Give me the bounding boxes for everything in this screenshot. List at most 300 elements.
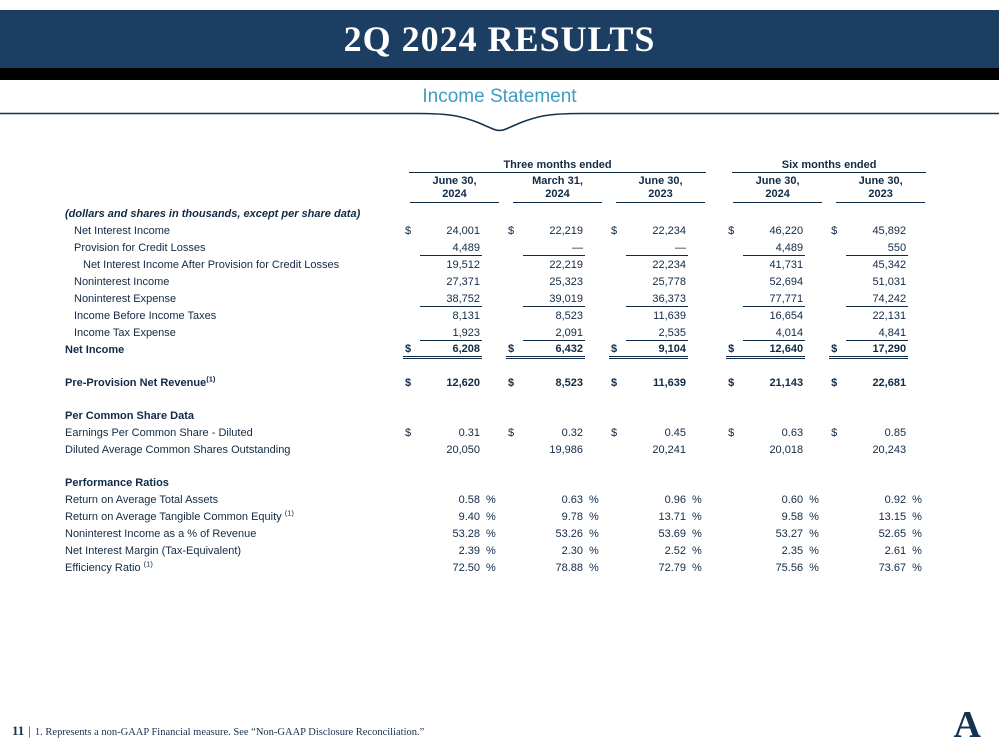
cell-value: 22,681 xyxy=(872,377,907,389)
cell-value: 39,019 xyxy=(523,289,585,306)
cell-percent: % xyxy=(809,545,819,557)
cell-dollar xyxy=(506,289,523,306)
cell-value xyxy=(743,406,805,423)
cell-percent xyxy=(585,255,609,272)
row-label: Per Common Share Data xyxy=(65,410,194,422)
spacer-cell xyxy=(63,357,932,373)
cell-percent xyxy=(805,406,829,423)
column-gap xyxy=(712,473,726,490)
cell-value: 0.31 xyxy=(458,427,480,439)
cell-dollar xyxy=(403,289,420,306)
cell-percent xyxy=(688,406,712,423)
cell-dollar: $ xyxy=(611,225,618,237)
cell-dollar xyxy=(829,406,846,423)
spacer-row xyxy=(63,390,932,406)
cell-percent xyxy=(688,221,712,238)
cell-value: 53.28 xyxy=(452,528,480,540)
cell-value: 2.39 xyxy=(458,545,480,557)
cell-value: 52.65 xyxy=(878,528,907,540)
cell-dollar: $ xyxy=(405,427,412,439)
cell-value: 4,489 xyxy=(420,238,482,255)
cell-value: 0.63 xyxy=(561,494,583,506)
cell-dollar xyxy=(726,558,743,575)
cell-dollar xyxy=(609,507,626,524)
cell-value: 21,143 xyxy=(769,377,804,389)
cell-value: 9.58 xyxy=(781,511,804,523)
column-gap xyxy=(712,221,726,238)
table-row xyxy=(63,373,932,390)
cell-value: 52,694 xyxy=(769,276,804,288)
cell-dollar xyxy=(403,558,420,575)
cell-percent xyxy=(805,473,829,490)
cell-dollar xyxy=(829,289,846,306)
cell-dollar xyxy=(829,541,846,558)
cell-percent xyxy=(585,423,609,440)
cell-dollar xyxy=(403,406,420,423)
cell-percent xyxy=(482,473,506,490)
cell-value: 27,371 xyxy=(446,276,480,288)
cell-dollar xyxy=(609,255,626,272)
cell-dollar xyxy=(506,490,523,507)
cell-dollar xyxy=(829,490,846,507)
cell-value: 11,639 xyxy=(652,377,686,389)
cell-dollar xyxy=(506,507,523,524)
cell-value: 9,104 xyxy=(626,340,688,357)
cell-dollar xyxy=(829,306,846,323)
cell-dollar: $ xyxy=(831,427,838,439)
cell-value: 53.26 xyxy=(555,528,583,540)
cell-value: 45,342 xyxy=(872,259,907,271)
cell-dollar xyxy=(609,306,626,323)
row-label: Diluted Average Common Shares Outstanding xyxy=(65,444,291,456)
cell-dollar xyxy=(726,541,743,558)
cell-value: 53.27 xyxy=(775,528,804,540)
row-label: Net Interest Income xyxy=(74,225,170,237)
cell-dollar xyxy=(609,558,626,575)
cell-percent: % xyxy=(912,562,922,574)
spacer-cell xyxy=(63,390,932,406)
cell-percent xyxy=(688,473,712,490)
cell-percent: % xyxy=(486,511,496,523)
column-gap xyxy=(712,541,726,558)
row-label: Efficiency Ratio $^{(1)}$ xyxy=(65,559,153,574)
page-number: 11 xyxy=(12,723,25,738)
cell-value: 12,620 xyxy=(446,377,480,389)
cell-dollar: $ xyxy=(728,427,735,439)
cell-value: 4,014 xyxy=(743,323,805,340)
cell-percent xyxy=(805,373,829,390)
cell-value: 22,234 xyxy=(652,259,686,271)
cell-value: 25,778 xyxy=(652,276,686,288)
column-gap xyxy=(712,306,726,323)
cell-value: 25,323 xyxy=(549,276,583,288)
table-row xyxy=(63,406,932,423)
cell-value: 78.88 xyxy=(555,562,583,574)
cell-percent: % xyxy=(912,545,922,557)
table-row xyxy=(63,340,932,357)
cell-value: 20,241 xyxy=(652,444,686,456)
cell-dollar xyxy=(726,473,743,490)
cell-dollar xyxy=(726,490,743,507)
cell-percent xyxy=(908,221,932,238)
column-gap xyxy=(712,323,726,340)
row-label: Net Interest Margin (Tax-Equivalent) xyxy=(65,545,242,557)
cell-percent xyxy=(482,238,506,255)
cell-dollar xyxy=(403,473,420,490)
cell-percent: % xyxy=(486,494,496,506)
cell-value xyxy=(523,406,585,423)
cell-percent xyxy=(688,323,712,340)
cell-value: 12,640 xyxy=(743,340,805,357)
cell-percent xyxy=(908,440,932,457)
table-row xyxy=(63,238,932,255)
cell-percent xyxy=(688,423,712,440)
cell-value: 4,489 xyxy=(743,238,805,255)
column-gap xyxy=(712,440,726,457)
cell-value: 72.79 xyxy=(658,562,686,574)
cell-percent xyxy=(688,306,712,323)
cell-value: 46,220 xyxy=(769,225,804,237)
cell-dollar xyxy=(726,272,743,289)
cell-percent xyxy=(482,440,506,457)
note-row xyxy=(63,203,932,221)
cell-percent xyxy=(482,406,506,423)
cell-dollar: $ xyxy=(728,225,735,237)
cell-percent: % xyxy=(692,511,702,523)
cell-dollar xyxy=(403,440,420,457)
row-label: Return on Average Tangible Common Equity $^{(1)}$ xyxy=(65,508,294,523)
cell-percent xyxy=(908,238,932,255)
cell-percent: % xyxy=(589,562,599,574)
cell-percent xyxy=(482,289,506,306)
cell-percent: % xyxy=(589,545,599,557)
column-gap xyxy=(712,490,726,507)
cell-percent xyxy=(908,272,932,289)
table-row xyxy=(63,221,932,238)
cell-percent xyxy=(688,340,712,357)
group-gap xyxy=(712,173,726,203)
cell-dollar: $ xyxy=(728,377,735,389)
income-statement-table-wrap xyxy=(63,158,932,575)
cell-percent xyxy=(805,289,829,306)
row-label: Noninterest Expense xyxy=(74,293,177,305)
cell-dollar xyxy=(506,306,523,323)
cell-percent xyxy=(482,423,506,440)
group-gap xyxy=(712,158,726,173)
column-gap xyxy=(712,558,726,575)
cell-percent: % xyxy=(912,528,922,540)
cell-value: 550 xyxy=(846,238,908,255)
cell-dollar: $ xyxy=(508,225,515,237)
cell-value: 2.52 xyxy=(664,545,686,557)
cell-dollar xyxy=(506,238,523,255)
cell-value: 0.96 xyxy=(664,494,686,506)
group-header-three-months: Three months ended xyxy=(403,158,712,173)
table-row xyxy=(63,440,932,457)
cell-value: — xyxy=(626,238,688,255)
row-label: Net Interest Income After Provision for Credit Losses xyxy=(83,259,340,271)
cell-value: 20,050 xyxy=(446,444,480,456)
cell-dollar xyxy=(506,272,523,289)
cell-value: 74,242 xyxy=(846,289,908,306)
cell-dollar: $ xyxy=(611,427,618,439)
cell-value: 51,031 xyxy=(872,276,907,288)
cell-value: 24,001 xyxy=(446,225,480,237)
cell-dollar xyxy=(403,507,420,524)
cell-percent xyxy=(908,406,932,423)
table-row xyxy=(63,272,932,289)
units-note: (dollars and shares in thousands, except per share data) xyxy=(65,208,361,220)
column-gap xyxy=(712,524,726,541)
row-label: Noninterest Income xyxy=(74,276,170,288)
cell-percent xyxy=(585,221,609,238)
column-gap xyxy=(712,255,726,272)
cell-value xyxy=(743,473,805,490)
column-gap xyxy=(712,423,726,440)
cell-percent xyxy=(585,272,609,289)
cell-percent: % xyxy=(912,511,922,523)
row-label: Provision for Credit Losses xyxy=(74,242,206,254)
table-row xyxy=(63,323,932,340)
spacer-row xyxy=(63,457,932,473)
footer-separator: | xyxy=(28,723,31,738)
cell-dollar xyxy=(829,323,846,340)
cell-value xyxy=(626,406,688,423)
cell-dollar xyxy=(726,406,743,423)
column-gap xyxy=(712,373,726,390)
table-row xyxy=(63,541,932,558)
cell-value: 41,731 xyxy=(769,259,804,271)
cell-percent xyxy=(482,323,506,340)
cell-dollar: $ xyxy=(726,340,743,357)
cell-dollar: $ xyxy=(609,340,626,357)
cell-percent xyxy=(805,423,829,440)
cell-percent: % xyxy=(809,562,819,574)
cell-percent xyxy=(585,306,609,323)
cell-dollar: $ xyxy=(405,225,412,237)
cell-value: 72.50 xyxy=(452,562,480,574)
cell-dollar xyxy=(506,524,523,541)
cell-value: 2,535 xyxy=(626,323,688,340)
table-row xyxy=(63,490,932,507)
cell-value: 75.56 xyxy=(775,562,804,574)
cell-percent xyxy=(688,238,712,255)
table-row xyxy=(63,507,932,524)
cell-percent xyxy=(805,238,829,255)
cell-percent: % xyxy=(692,494,702,506)
cell-percent: % xyxy=(589,528,599,540)
cell-percent xyxy=(482,221,506,238)
cell-value: 19,512 xyxy=(446,259,480,271)
cell-dollar xyxy=(726,289,743,306)
cell-dollar xyxy=(829,507,846,524)
cell-value: 0.92 xyxy=(884,494,907,506)
cell-dollar xyxy=(403,272,420,289)
cell-value: 16,654 xyxy=(769,310,804,322)
cell-dollar xyxy=(506,473,523,490)
cell-dollar xyxy=(506,323,523,340)
cell-percent xyxy=(908,255,932,272)
column-gap xyxy=(712,406,726,423)
row-label: Earnings Per Common Share - Diluted xyxy=(65,427,253,439)
cell-value xyxy=(420,473,482,490)
group-header-six-months: Six months ended xyxy=(726,158,932,173)
cell-dollar xyxy=(506,440,523,457)
cell-value: 13.15 xyxy=(878,511,907,523)
cell-value xyxy=(523,473,585,490)
cell-value: 4,841 xyxy=(846,323,908,340)
empty-corner xyxy=(63,173,403,203)
cell-dollar xyxy=(829,440,846,457)
cell-dollar xyxy=(609,490,626,507)
cell-value xyxy=(846,473,908,490)
cell-percent xyxy=(908,289,932,306)
cell-dollar xyxy=(726,306,743,323)
cell-dollar: $ xyxy=(831,225,838,237)
cell-value: 22,234 xyxy=(652,225,686,237)
group-header-row xyxy=(63,158,932,173)
income-statement-table xyxy=(63,158,932,575)
cell-dollar xyxy=(829,255,846,272)
banner-black-strip xyxy=(0,68,999,80)
cell-percent: % xyxy=(692,528,702,540)
cell-value: 0.58 xyxy=(458,494,480,506)
cell-value xyxy=(420,406,482,423)
row-label: Return on Average Total Assets xyxy=(65,494,219,506)
cell-dollar xyxy=(403,255,420,272)
table-row xyxy=(63,255,932,272)
column-gap xyxy=(712,340,726,357)
cell-dollar: $ xyxy=(829,340,846,357)
cell-percent: % xyxy=(486,528,496,540)
cell-percent xyxy=(585,473,609,490)
column-header: June 30, 2024 xyxy=(726,173,829,203)
column-header: June 30, 2024 xyxy=(403,173,506,203)
cell-value: 0.45 xyxy=(664,427,686,439)
cell-dollar: $ xyxy=(508,427,515,439)
cell-percent xyxy=(482,306,506,323)
cell-percent: % xyxy=(692,545,702,557)
row-label: Income Tax Expense xyxy=(74,327,176,339)
column-gap xyxy=(712,272,726,289)
divider-chevron xyxy=(0,112,999,136)
cell-value: 0.85 xyxy=(884,427,907,439)
cell-dollar: $ xyxy=(611,377,618,389)
cell-dollar xyxy=(726,238,743,255)
cell-percent xyxy=(805,255,829,272)
cell-value: 73.67 xyxy=(878,562,907,574)
cell-dollar: $ xyxy=(831,377,838,389)
cell-value: 2,091 xyxy=(523,323,585,340)
cell-dollar xyxy=(403,238,420,255)
row-label: Pre-Provision Net Revenue$^{(1)}$ xyxy=(65,374,216,389)
cell-percent xyxy=(805,323,829,340)
cell-percent xyxy=(585,238,609,255)
cell-percent xyxy=(482,373,506,390)
cell-percent xyxy=(805,306,829,323)
cell-value: 0.60 xyxy=(781,494,804,506)
cell-value: 9.40 xyxy=(458,511,480,523)
cell-value: 36,373 xyxy=(626,289,688,306)
cell-dollar xyxy=(506,558,523,575)
slide-title: 2Q 2024 RESULTS xyxy=(343,19,656,59)
cell-dollar xyxy=(609,524,626,541)
cell-value xyxy=(846,406,908,423)
row-label: Net Income xyxy=(65,344,125,356)
cell-value xyxy=(626,473,688,490)
cell-dollar xyxy=(403,306,420,323)
cell-dollar xyxy=(609,406,626,423)
cell-percent xyxy=(908,323,932,340)
cell-percent xyxy=(805,221,829,238)
cell-dollar xyxy=(609,323,626,340)
cell-dollar xyxy=(506,255,523,272)
cell-value: 8,523 xyxy=(555,310,583,322)
cell-percent xyxy=(482,340,506,357)
date-header-row xyxy=(63,173,932,203)
cell-value: 20,018 xyxy=(769,444,804,456)
company-logo: A xyxy=(953,704,981,746)
cell-value: 6,208 xyxy=(420,340,482,357)
cell-percent xyxy=(805,272,829,289)
cell-dollar xyxy=(609,289,626,306)
cell-value: 19,986 xyxy=(549,444,583,456)
cell-percent xyxy=(805,440,829,457)
cell-percent xyxy=(585,340,609,357)
cell-value: 6,432 xyxy=(523,340,585,357)
slide-subtitle: Income Statement xyxy=(422,86,577,107)
cell-dollar xyxy=(829,238,846,255)
empty-corner xyxy=(63,158,403,173)
cell-value: 2.35 xyxy=(781,545,804,557)
cell-value: 13.71 xyxy=(658,511,686,523)
chevron-line-icon xyxy=(0,112,999,136)
cell-dollar xyxy=(506,406,523,423)
cell-value: 0.63 xyxy=(781,427,804,439)
cell-percent xyxy=(908,340,932,357)
table-row xyxy=(63,289,932,306)
cell-percent: % xyxy=(589,511,599,523)
cell-dollar xyxy=(403,490,420,507)
table-row xyxy=(63,473,932,490)
cell-value: 22,131 xyxy=(872,310,907,322)
cell-value: 22,219 xyxy=(549,225,583,237)
cell-value: 17,290 xyxy=(846,340,908,357)
cell-value: 0.32 xyxy=(561,427,583,439)
cell-percent xyxy=(688,440,712,457)
cell-value: 9.78 xyxy=(561,511,583,523)
cell-dollar xyxy=(829,558,846,575)
table-row xyxy=(63,423,932,440)
cell-percent xyxy=(805,340,829,357)
cell-dollar xyxy=(726,507,743,524)
cell-dollar xyxy=(726,323,743,340)
footnote-text: 1. Represents a non-GAAP Financial measure. See “Non-GAAP Disclosure Reconciliation.” xyxy=(34,727,425,738)
cell-percent xyxy=(482,255,506,272)
cell-value: 1,923 xyxy=(420,323,482,340)
cell-dollar xyxy=(609,440,626,457)
cell-percent xyxy=(908,473,932,490)
cell-dollar xyxy=(829,272,846,289)
footer xyxy=(12,722,424,740)
cell-dollar xyxy=(609,272,626,289)
cell-dollar xyxy=(609,473,626,490)
cell-dollar xyxy=(609,541,626,558)
row-label: Noninterest Income as a % of Revenue xyxy=(65,528,257,540)
cell-percent: % xyxy=(486,562,496,574)
column-gap xyxy=(712,507,726,524)
cell-dollar xyxy=(506,541,523,558)
